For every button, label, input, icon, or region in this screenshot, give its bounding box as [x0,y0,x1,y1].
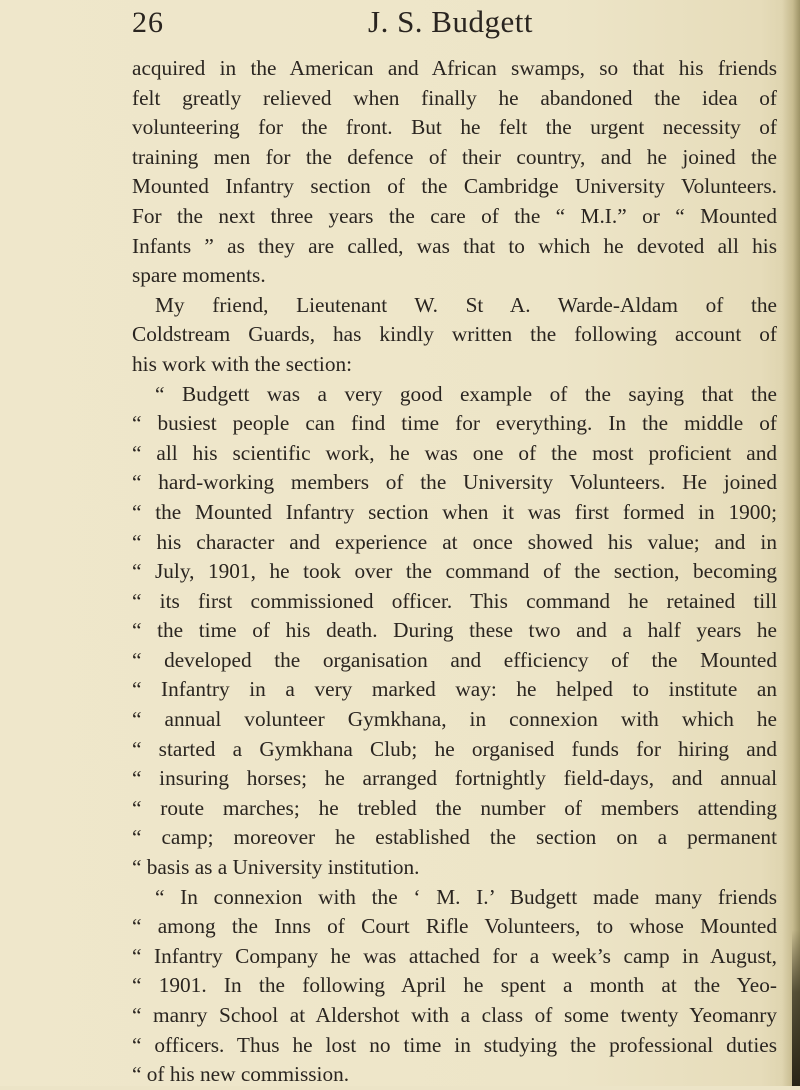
text-line: Infants ” as they are called, was that to which he devoted all his [132,233,777,258]
text-line: “ among the Inns of Court Rifle Volunteers, to whose Mounted [132,914,777,939]
text-line: “ route marches; he trebled the number of members attending [132,795,777,820]
text-line: “ all his scientific work, he was one of the most proficient and [132,440,777,465]
text-line: “ of his new commission. [132,1062,350,1087]
page-header [132,2,672,48]
text-line: “ July, 1901, he took over the command of the section, becoming [132,559,777,584]
text-line: “ Infantry Company he was attached for a week’s camp in August, [132,943,777,968]
text-line: Mounted Infantry section of the Cambridge University Volunteers. [132,174,777,199]
text-line: “ the time of his death. During these two and a half years he [132,618,777,643]
text-line: “ camp; moreover he established the section on a permanent [132,825,777,850]
running-head: J. S. Budgett [368,4,533,39]
page-edge-dark [792,930,800,1086]
page-edge-shadow [782,0,800,1086]
text-line: For the next three years the care of the “ M.I.” or “ Mounted [132,203,777,228]
text-line: “ Budgett was a very good example of the saying that the [155,381,777,406]
text-line: “ developed the organisation and efficiency of the Mounted [132,647,777,672]
text-line: “ his character and experience at once showed his value; and in [132,529,777,554]
text-line: “ the Mounted Infantry section when it was first formed in 1900; [132,499,777,524]
text-line: training men for the defence of their country, and he joined the [132,144,777,169]
text-line: “ annual volunteer Gymkhana, in connexion with which he [132,707,777,732]
text-line: spare moments. [132,263,266,288]
text-line: “ its first commissioned officer. This command he retained till [132,588,777,613]
text-line: “ insuring horses; he arranged fortnightly field-days, and annual [132,766,777,791]
text-line: Coldstream Guards, has kindly written the following account of [132,322,777,347]
text-line: felt greatly relieved when finally he abandoned the idea of [132,85,777,110]
text-line: “ basis as a University institution. [132,855,420,880]
text-line: “ busiest people can find time for everything. In the middle of [132,411,777,436]
text-line: “ officers. Thus he lost no time in studying the professional duties [132,1032,777,1057]
text-line: “ In connexion with the ‘ M. I.’ Budgett made many friends [155,884,777,909]
text-line: “ Infantry in a very marked way: he helped to institute an [132,677,777,702]
text-line: his work with the section: [132,351,353,376]
text-line: My friend, Lieutenant W. St A. Warde-Aldam of the [155,292,777,317]
body-text [132,54,777,1090]
text-line: “ hard-working members of the University Volunteers. He joined [132,470,777,495]
page-number: 26 [132,6,164,39]
text-line: “ 1901. In the following April he spent a month at the Yeo- [132,973,777,998]
text-line: volunteering for the front. But he felt the urgent necessity of [132,115,777,140]
text-line: acquired in the American and African swamps, so that his friends [132,56,777,80]
text-line: “ manry School at Aldershot with a class of some twenty Yeomanry [132,1003,777,1027]
text-line: “ started a Gymkhana Club; he organised funds for hiring and [132,736,777,761]
